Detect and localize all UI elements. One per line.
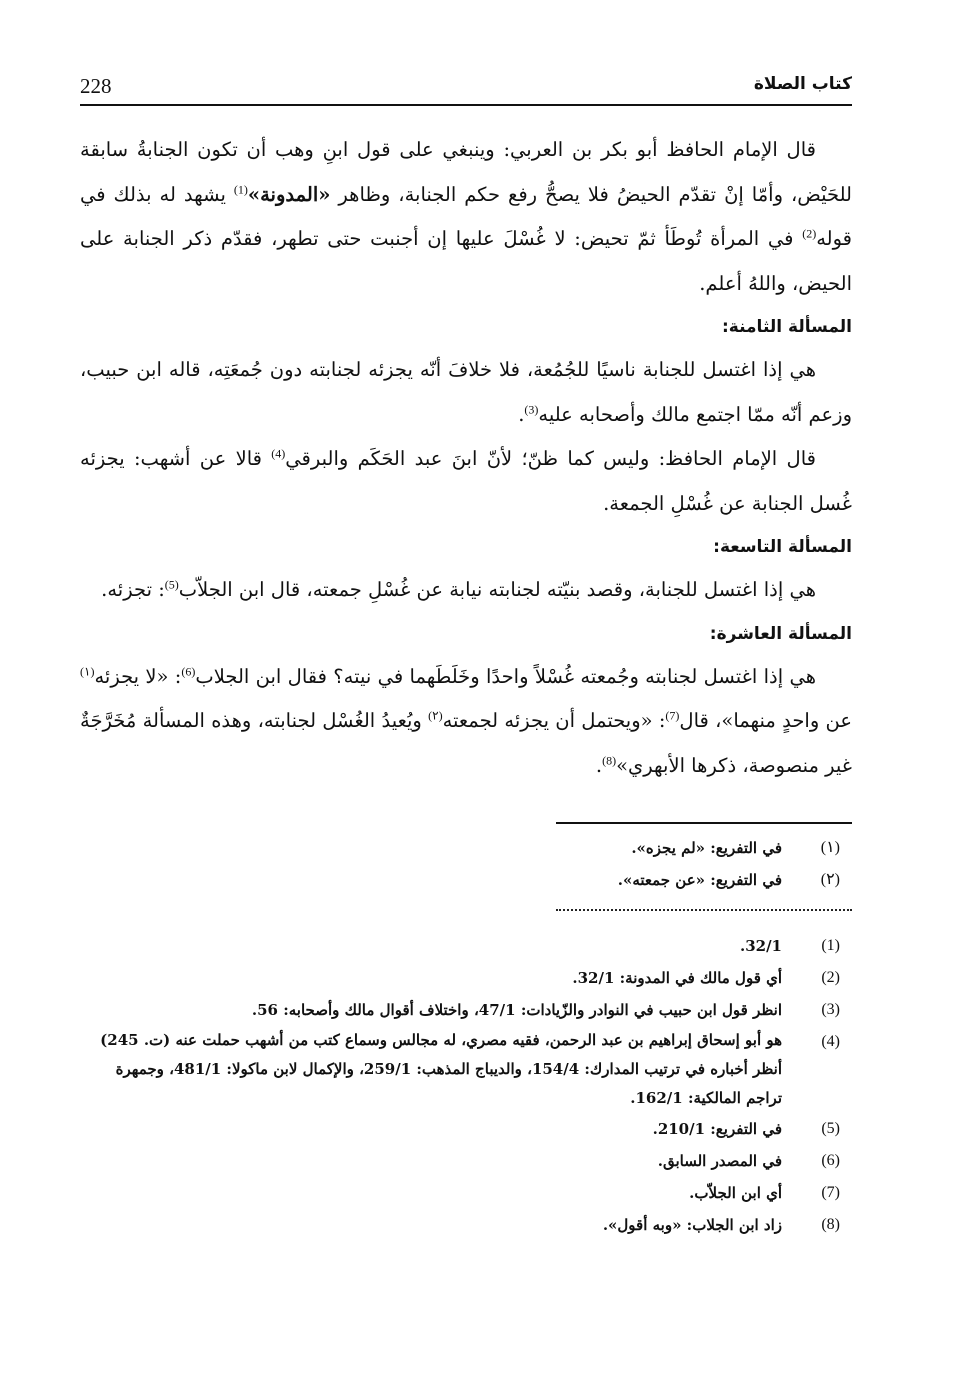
page-header — [80, 70, 852, 106]
footnote-mark: (٢) — [820, 871, 840, 888]
footnote-text: في التفريع: 210/1. — [652, 1120, 782, 1138]
footnote-ref: (3) — [524, 402, 539, 416]
section-heading-9: المسألة التاسعة: — [713, 537, 852, 557]
text-run: في المرأة تُوطَأ ثمّ تحيض: لا غُسْلَ عليها إن أجنبت حتى تطهر، فقدّم ذكر الجنابة على الحيض، واللهُ أعلم. — [80, 227, 852, 295]
footnote-item — [80, 962, 852, 994]
footnote-text: هو أبو إسحاق إبراهيم بن عبد الرحمن، فقيه مصري، له مجالس وسماع كتب من أشهب حملت عنه (ت. 245) أنظر أخباره في ترتيب المدارك: 154/4، والديباج المذهب: 259/1، والإكمال لابن ماكولا: 481/1، وجمهرة تراجم المالكية: 162/1. — [100, 1031, 782, 1107]
footnote-mark: (4) — [821, 1033, 840, 1050]
footnote-mark: (1) — [821, 937, 840, 954]
footnote-text: أي قول مالك في المدونة: 32/1. — [572, 969, 782, 987]
text-run: هي إذا اغتسل للجنابة، وقصد بنيّته لجنابته نيابة عن غُسْلِ جمعته، قال ابن الجلاّب — [178, 578, 816, 601]
section-heading-10: المسألة العاشرة: — [709, 623, 852, 644]
text-run: هي إذا اغتسل للجنابة ناسيًا للجُمُعة، فلا خلافَ أنّه يجزئه لجنابته دون جُمعَتِه، قاله ابن حبيب، وزعم أنّه ممّا اجتمع مالك وأصحابه عليه — [80, 358, 852, 426]
editor-footnotes — [80, 930, 852, 1241]
footnote-ref: (5) — [164, 577, 179, 592]
footnote-mark: (7) — [821, 1184, 840, 1201]
page-number: 228 — [80, 74, 112, 98]
text-run: قالا عن أشهب: يجزئه غُسل الجنابة عن غُسْلِ الجمعة. — [80, 447, 852, 515]
quoted-book-title: «المدونة» — [247, 182, 331, 206]
dotted-separator — [556, 909, 852, 911]
footnote-text: أي ابن الجلاّب. — [689, 1184, 782, 1202]
text-run: يشهد له بذلك في قوله — [80, 182, 852, 250]
footnote-item — [80, 1145, 852, 1177]
text-run: قال الإمام الحافظ أبو بكر بن العربي: وينبغي على قول ابنِ وهب أن تكون الجنابةُ سابقة للحَيْض، وأمّا إنْ تقدّم الحيضُ فلا يصحُّ رفع حكم الجنابة، وظاهر — [80, 138, 852, 206]
footnote-mark: (8) — [821, 1216, 840, 1233]
footnote-text: انظر قول ابن حبيب في النوادر والزّيادات: 47/1، واختلاف أقوال مالك وأصحابه: 56. — [251, 1001, 782, 1019]
footnote-ref: (4) — [271, 446, 286, 461]
paragraph-2 — [80, 348, 852, 437]
footnote-mark: (3) — [821, 1001, 840, 1018]
section-heading-8: المسألة الثامنة: — [721, 317, 852, 337]
footnote-ref: (1) — [233, 182, 248, 196]
footnote-item — [80, 864, 852, 896]
footnote-item — [80, 1177, 852, 1209]
footnote-separator — [556, 822, 852, 824]
footnote-mark: (6) — [821, 1152, 840, 1169]
footnote-ref: (٢) — [428, 708, 443, 723]
footnote-ref: (7) — [665, 708, 680, 723]
footnote-mark: (2) — [821, 969, 840, 986]
footnote-mark: (١) — [820, 839, 840, 856]
footnote-item — [80, 1113, 852, 1145]
footnote-ref: (١) — [80, 664, 95, 678]
paragraph-5 — [80, 655, 852, 789]
text-run: : «لا يجزئه — [94, 664, 182, 688]
text-run: ويُعيدُ الغُسْل لجنابته، وهذه المسألة مُخَرَّجَةٌ غير منصوصة، ذكرها الأبهري» — [80, 709, 852, 777]
footnote-item — [80, 1209, 852, 1241]
main-text — [80, 128, 852, 788]
footnote-item — [80, 994, 852, 1026]
footnote-text: في التفريع: «عن جمعته». — [617, 871, 782, 889]
text-run: : تجزئه. — [101, 578, 165, 601]
original-footnotes — [80, 832, 852, 896]
paragraph-1 — [80, 128, 852, 306]
footnote-mark: (5) — [821, 1120, 840, 1137]
footnote-ref: (2) — [802, 226, 817, 241]
footnote-item — [80, 1026, 852, 1113]
footnote-text: في التفريع: «لم يجزه». — [631, 839, 782, 857]
running-title: كتاب الصلاة — [753, 74, 852, 94]
footnote-item — [80, 930, 852, 962]
paragraph-4 — [80, 568, 852, 613]
paragraph-3 — [80, 437, 852, 526]
footnote-text: 32/1. — [739, 937, 782, 955]
footnote-item — [80, 832, 852, 864]
text-run: . — [518, 402, 525, 426]
footnote-ref: (8) — [602, 753, 617, 767]
text-run: قال الإمام الحافظ: وليس كما ظنّ؛ لأنّ ابنَ عبد الحَكَم والبرقي — [285, 447, 816, 470]
footnote-text: في المصدر السابق. — [657, 1152, 782, 1170]
text-run: . — [595, 753, 603, 777]
text-run: : «ويحتمل أن يجزئه لجمعته — [442, 709, 666, 732]
footnote-ref: (6) — [181, 664, 196, 678]
footnote-text: زاد ابن الجلاب: «وبه أقول». — [602, 1216, 782, 1234]
text-run: عن واحدٍ منهما»، قال — [679, 709, 852, 732]
text-run: هي إذا اغتسل لجنابته وجُمعته غُسْلاً واحدًا وخَلَطَهما في نيته؟ فقال ابن الجلاب — [195, 664, 816, 688]
